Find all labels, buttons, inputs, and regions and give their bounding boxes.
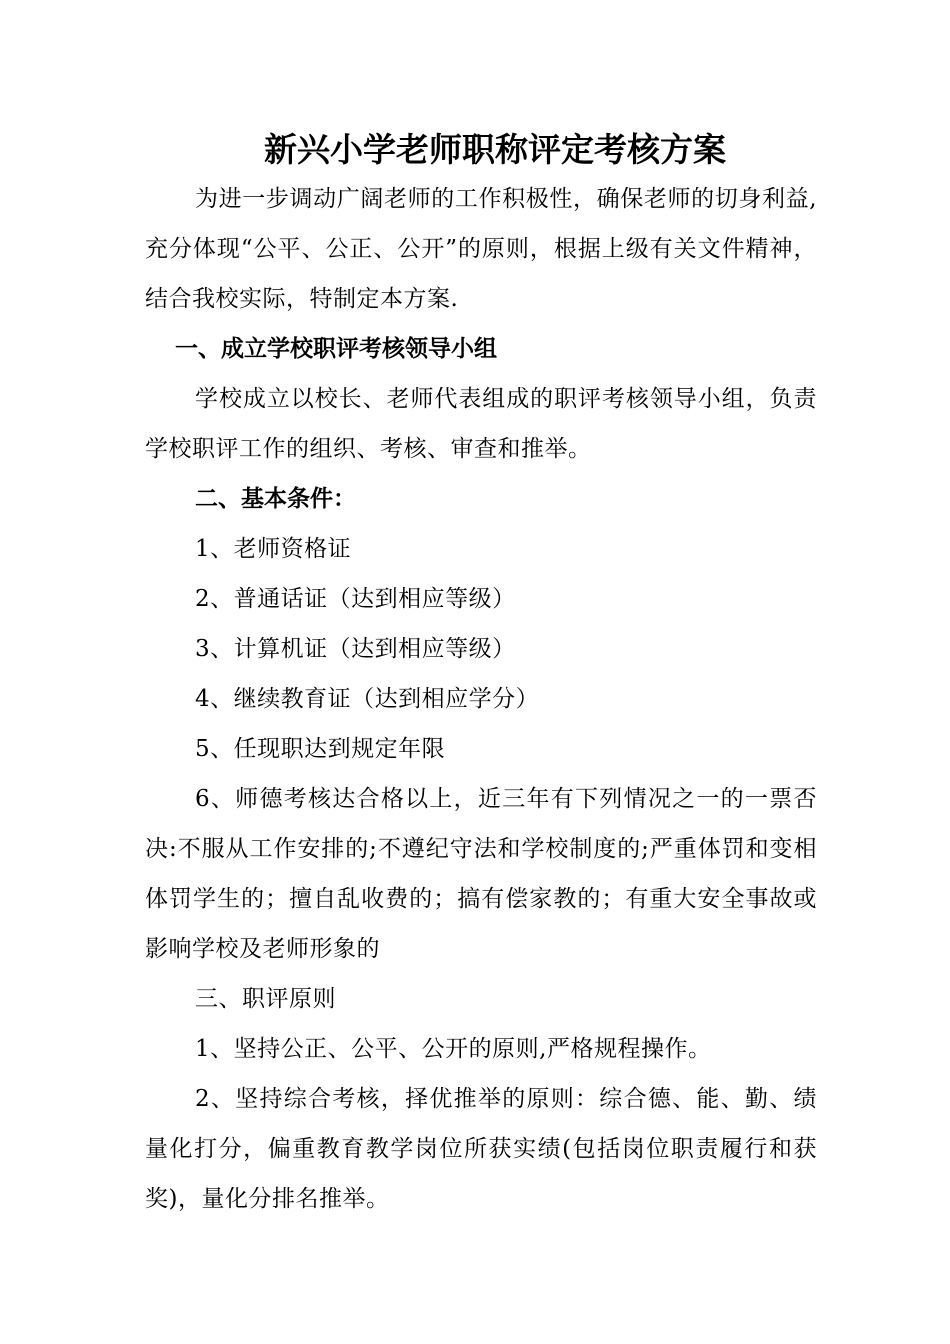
condition-item: 2、普通话证（达到相应等级）	[195, 586, 516, 612]
principle-item-2: 2、坚持综合考核，择优推举的原则：综合德、能、勤、绩量化打分，偏重教育教学岗位所获实绩(包括岗位职责履行和获奖)，量化分排名推举。	[145, 1086, 817, 1212]
condition-item: 3、计算机证（达到相应等级）	[195, 636, 516, 662]
section1-body: 学校成立以校长、老师代表组成的职评考核领导小组，负责学校职评工作的组织、考核、审查和推举。	[145, 386, 817, 462]
document-title: 新兴小学老师职称评定考核方案	[264, 130, 726, 169]
section-heading-1: 一、成立学校职评考核领导小组	[175, 336, 497, 362]
condition-item: 4、继续教育证（达到相应学分）	[195, 686, 540, 712]
principle-item-1: 1、坚持公正、公平、公开的原则,严格规程操作。	[195, 1036, 712, 1062]
condition-item: 5、任现职达到规定年限	[195, 736, 446, 762]
intro-paragraph: 为进一步调动广阔老师的工作积极性，确保老师的切身利益,充分体现“公平、公正、公开”的原则，根据上级有关文件精神，结合我校实际，特制定本方案.	[145, 186, 817, 312]
section-heading-2: 二、基本条件：	[195, 486, 356, 512]
condition-item: 1、老师资格证	[195, 536, 352, 562]
condition-item-6: 6、师德考核达合格以上，近三年有下列情况之一的一票否决:不服从工作安排的;不遵纪守法和学校制度的;严重体罚和变相体罚学生的；擅自乱收费的；搞有偿家教的；有重大安全事故或影响学校及老师形象的	[145, 786, 817, 962]
section-heading-3: 三、职评原则	[195, 986, 336, 1012]
